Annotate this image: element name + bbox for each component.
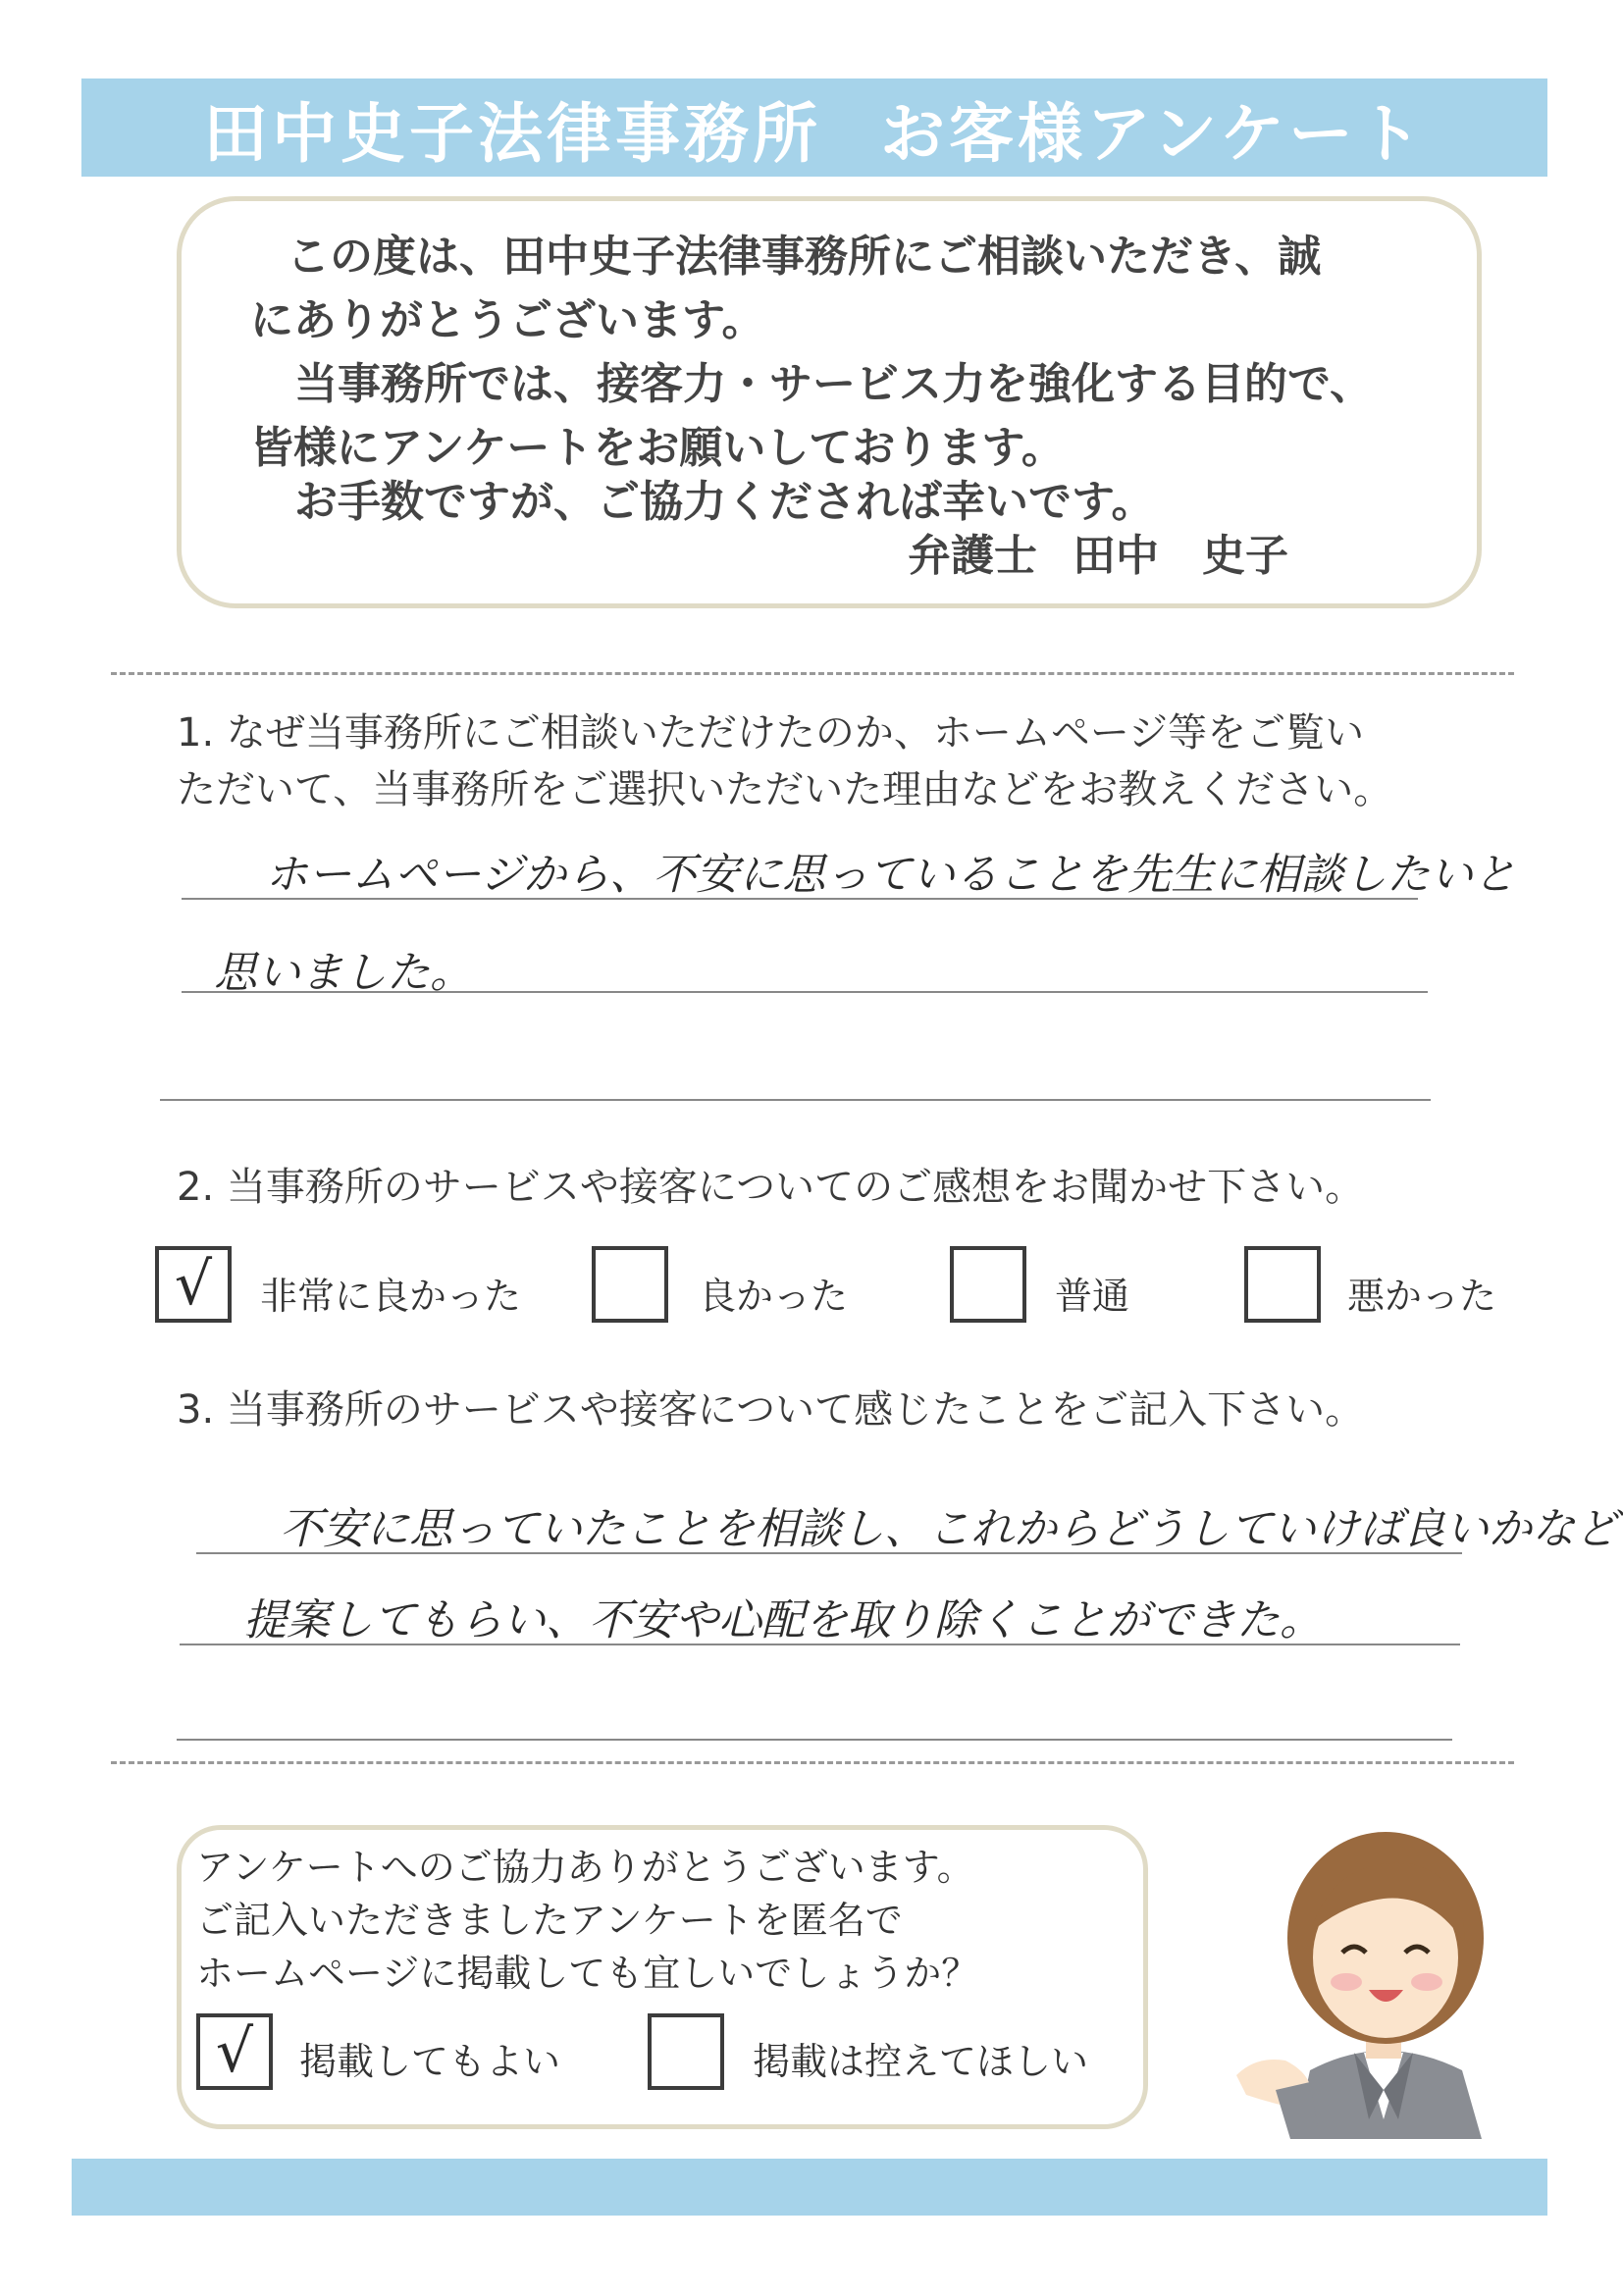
survey-title: お客様アンケート [879,95,1427,172]
check-icon: √ [174,1250,213,1319]
q3-answer-line-2: 提案してもらい、不安や心配を取り除くことができた。 [243,1595,1323,1645]
consent-option-2-label: 掲載は控えてほしい [753,2040,1089,2083]
footer-band [72,2159,1547,2216]
intro-line-2: にありがとうございます。 [250,295,765,345]
intro-line-3: 当事務所では、接客力・サービス力を強化する目的で、 [294,359,1374,409]
intro-line-1: この度は、田中史子法律事務所にご相談いただき、誠 [287,232,1322,282]
q3-rule-1 [196,1552,1462,1554]
consent-option-1-label: 掲載してもよい [299,2040,561,2083]
consent-line-3: ホームページに掲載しても宜しいでしょうか？ [196,1952,979,1995]
q1-rule-2 [182,991,1428,993]
q1-rule-1 [182,898,1418,900]
q3-answer-line-1: 不安に思っていたことを相談し、これからどうしていけば良いかなど [280,1504,1618,1554]
q2-option-1-checkbox[interactable] [155,1246,232,1323]
q2-option-4-checkbox[interactable] [1244,1246,1321,1323]
signature-role: 弁護士 [908,531,1037,581]
signature-name: 田中 史子 [1073,531,1288,581]
signature [908,520,1288,583]
q1-line-1: 1. なぜ当事務所にご相談いただけたのか、ホームページ等をご覧い [177,710,1365,756]
divider-bottom [111,1761,1514,1764]
intro-line-4: 皆様にアンケートをお願いしております。 [250,423,1065,473]
q2-text: 2. 当事務所のサービスや接客についてのご感想をお聞かせ下さい。 [177,1165,1365,1210]
consent-option-2-checkbox[interactable] [648,2013,724,2090]
q1-answer-line-2: 思いました。 [214,948,473,998]
office-name: 田中史子法律事務所 [202,95,821,172]
q3-rule-2 [180,1644,1460,1645]
q2-option-2-label: 良かった [699,1275,849,1318]
q1-rule-3 [160,1099,1431,1101]
consent-line-2: ご記入いただきましたアンケートを匿名で [196,1899,903,1942]
consent-option-1-checkbox[interactable] [196,2013,273,2090]
q1-answer-line-1: ホームページから、不安に思っていることを先生に相談したいと [265,850,1517,900]
q2-option-3-label: 普通 [1055,1275,1130,1318]
q3-text: 3. 当事務所のサービスや接客について感じたことをご記入下さい。 [177,1387,1365,1433]
q2-option-2-checkbox[interactable] [592,1246,668,1323]
consent-line-1: アンケートへのご協力ありがとうございます。 [196,1846,974,1889]
q2-option-3-checkbox[interactable] [950,1246,1026,1323]
q2-option-4-label: 悪かった [1347,1275,1497,1318]
header-band [81,78,1547,177]
q1-line-2: ただいて、当事務所をご選択いただいた理由などをお教えください。 [177,767,1393,812]
divider-top [111,672,1514,675]
q3-rule-3 [177,1739,1452,1741]
q2-option-1-label: 非常に良かった [260,1275,522,1318]
check-icon: √ [215,2017,254,2086]
intro-line-5: お手数ですが、ご協力くだされば幸いです。 [294,477,1155,527]
smiling-woman-illustration [1217,1825,1550,2139]
